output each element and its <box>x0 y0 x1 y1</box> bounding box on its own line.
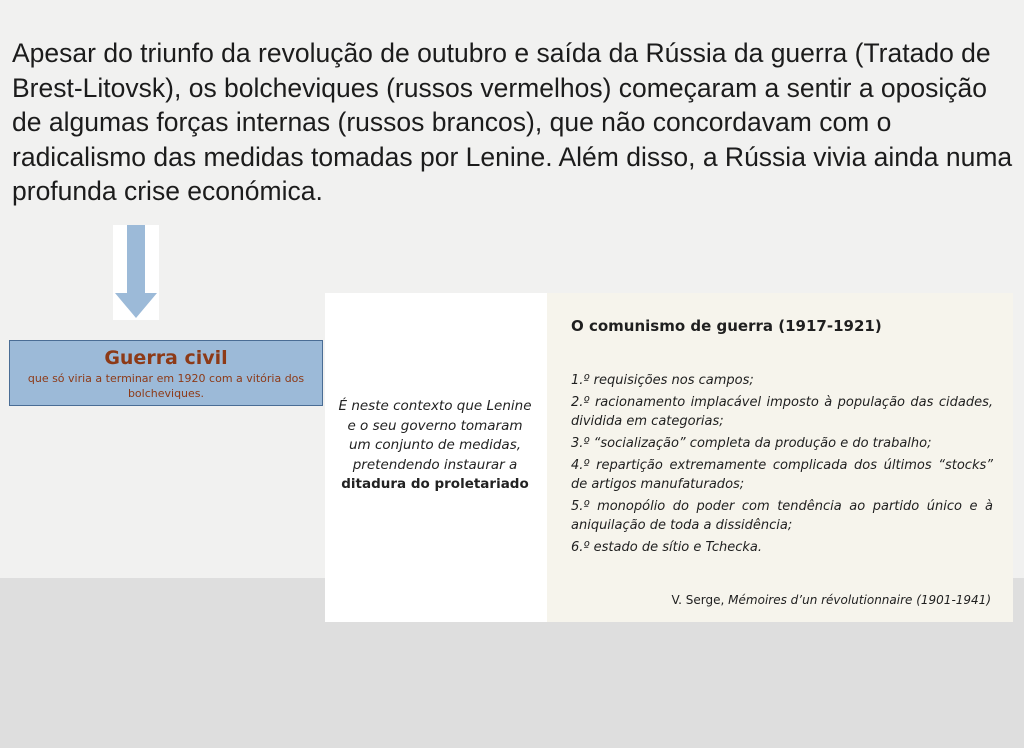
source-author: V. Serge, <box>671 593 725 607</box>
context-text <box>335 397 535 495</box>
list-item: 4.º repartição extremamente complicada dos últimos “stocks” de artigos manufaturados; <box>571 458 993 492</box>
context-bold: ditadura do proletariado <box>341 476 529 492</box>
source-work: Mémoires d’un révolutionnaire (1901-1941) <box>728 593 991 607</box>
list-item: 5.º monopólio do poder com tendência ao partido único e à aniquilação de toda a dissidência; <box>571 499 993 533</box>
list-item: 1.º requisições nos campos; <box>571 373 754 388</box>
quote-list <box>571 371 993 560</box>
civil-war-title: Guerra civil <box>104 347 228 369</box>
quote-title: O comunismo de guerra (1917-1921) <box>571 317 882 335</box>
civil-war-subtitle: que só viria a terminar em 1920 com a vitória dos bolcheviques. <box>27 372 305 400</box>
context-body: É neste contexto que Lenine e o seu governo tomaram um conjunto de medidas, pretendendo instaurar a <box>338 398 532 473</box>
list-item: 3.º “socialização” completa da produção e do trabalho; <box>571 436 932 451</box>
quote-source <box>672 593 991 607</box>
list-item: 2.º racionamento implacável imposto à população das cidades, dividida em categorias; <box>571 395 993 429</box>
civil-war-box <box>9 340 323 406</box>
list-item: 6.º estado de sítio e Tchecka. <box>571 540 763 555</box>
measures-panel <box>325 293 1013 622</box>
quote-box <box>547 293 1013 622</box>
down-arrow-icon <box>113 225 159 320</box>
intro-paragraph: Apesar do triunfo da revolução de outubro e saída da Rússia da guerra (Tratado de Brest-Litovsk), os bolcheviques (russos vermelhos) começaram a sentir a oposição de algumas forças internas (russos brancos), que não concordavam com o radicalismo das medidas tomadas por Lenine. Além disso, a Rússia vivia ainda numa profunda crise económica. <box>12 38 1013 206</box>
